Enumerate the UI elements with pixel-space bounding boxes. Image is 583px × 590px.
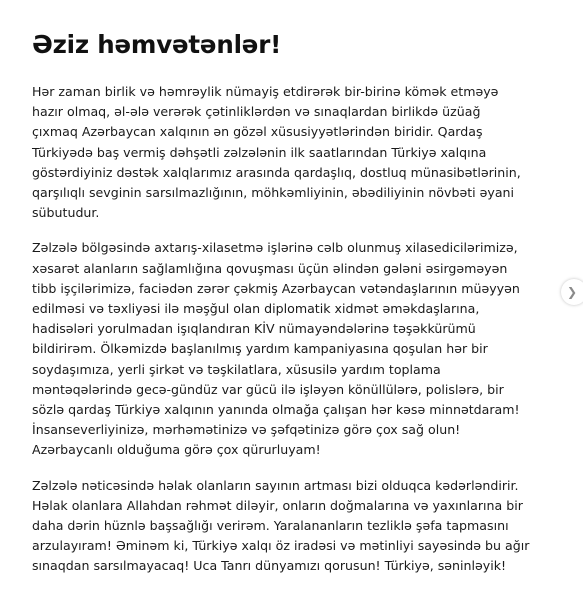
paragraph-line: bildirirəm. Ölkəmizdə başlanılmış yardım kampaniyasına qoşulan hər bir <box>32 341 488 357</box>
slider-next-button[interactable] <box>561 279 583 305</box>
paragraph-line: Həlak olanlara Allahdan rəhmət diləyir, onların doğmalarına və yaxınlarına bir <box>32 497 523 513</box>
paragraph-line: İnsanseverliyinizə, mərhəmətinizə və şəfqətinizə görə çox sağ olun! <box>32 422 461 438</box>
paragraph-line: tibb işçilərimizə, faciədən zərər çəkmiş Azərbaycan vətəndaşlarının müəyyən <box>32 280 520 296</box>
paragraph-line: çıxmaq Azərbaycan xalqının ən gözəl xüsusiyyətlərindən biridir. Qardaş <box>32 124 483 140</box>
paragraph-line: sınaqdan sarsılmayacaq! Uca Tanrı dünyamızı qorusun! Türkiyə, səninləyik! <box>32 558 507 574</box>
paragraph-line: Azərbaycanlı olduğuma görə çox qürurluyam! <box>32 442 321 458</box>
paragraph-line: xəsarət alanların sağlamlığına qovuşması üçün əlindən gələni əsirgəməyən <box>32 260 508 276</box>
paragraph-line: Zəlzələ nəticəsində həlak olanların sayının artması bizi olduqca kədərləndirir. <box>32 477 519 493</box>
paragraph-line: qarşılıqlı sevginin sarsılmazlığının, möhkəmliyinin, əbədiliyinin növbəti əyani <box>32 185 515 201</box>
paragraph-line: soydaşımıza, yerli şirkət və təşkilatlara, xüsusilə yardım toplama <box>32 361 441 377</box>
paragraph-line: məntəqələrində gecə-gündüz var gücü ilə işləyən könüllülərə, polislərə, bir <box>32 381 504 397</box>
paragraph-line: hadisələri yorulmadan işıqlandıran KİV nümayəndələrinə təşəkkürümü <box>32 321 476 337</box>
paragraph-line: arzulayıram! Əminəm ki, Türkiyə xalqı öz iradəsi və mətinliyi sayəsində bu ağır <box>32 538 530 554</box>
paragraph-line: Hər zaman birlik və həmrəylik nümayiş etdirərək bir-birinə kömək etməyə <box>32 84 499 99</box>
paragraph-line: edilməsi və təxliyəsi ilə məşğul olan diplomatik xidmət əməkdaşlarına, <box>32 301 480 317</box>
paragraph <box>32 82 564 223</box>
paragraph-line: göstərdiyiniz dəstək xalqlarımız arasında qardaşlıq, dostluq münasibətlərinin, <box>32 164 521 180</box>
paragraph-line: sözlə qardaş Türkiyə xalqının yanında olmağa çalışan hər kəsə minnətdaram! <box>32 402 520 418</box>
paragraph-line: hazır olmaq, əl-ələ verərək çətinliklərdən və sınaqlardan birlikdə üzüağ <box>32 104 481 120</box>
paragraph-line: Türkiyədə baş vermiş dəhşətli zəlzələnin ilk saatlarından Türkiyə xalqına <box>32 144 487 160</box>
post-body <box>32 82 583 577</box>
paragraph-line: Zəlzələ bölgəsində axtarış-xilasetmə işlərinə cəlb olunmuş xilasedicilərimizə, <box>32 240 518 256</box>
paragraph <box>32 476 564 577</box>
paragraph-line: sübutudur. <box>32 205 100 221</box>
paragraph-line: daha dərin hüznlə başsağlığı verirəm. Yaralananların tezliklə şəfa tapmasını <box>32 518 509 534</box>
post-title: Əziz həmvətənlər! <box>32 30 282 59</box>
paragraph <box>32 238 564 460</box>
chevron-right-icon: ❯ <box>567 285 578 299</box>
